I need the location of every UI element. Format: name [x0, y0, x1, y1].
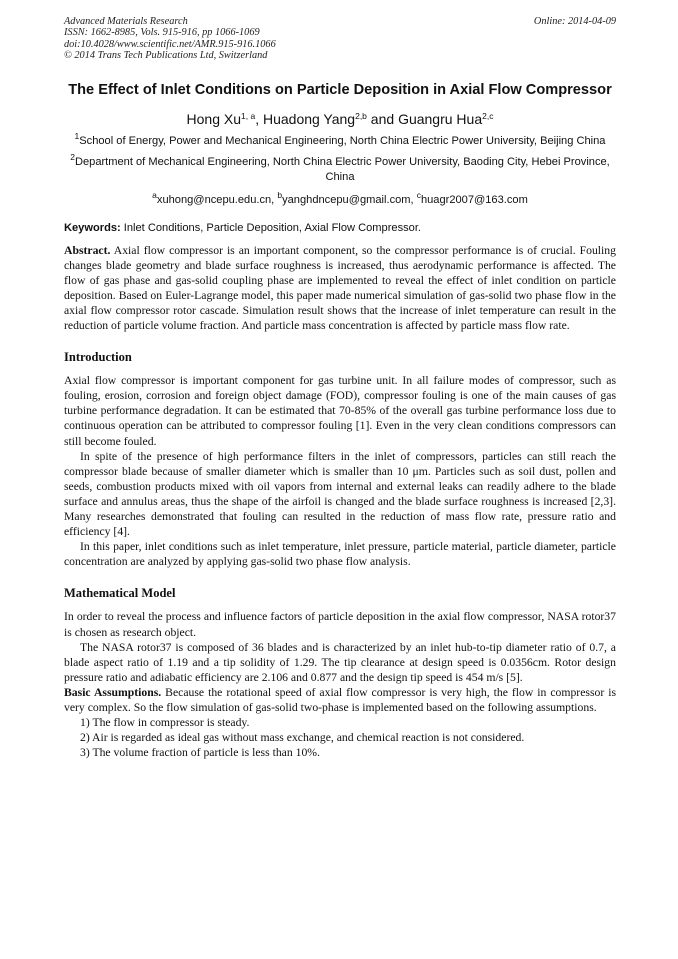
- assumption-item: 3) The volume fraction of particle is less than 10%.: [80, 746, 320, 760]
- paper-title: The Effect of Inlet Conditions on Particle Deposition in Axial Flow Compressor: [68, 81, 612, 98]
- author-superscript: 2,c: [482, 110, 494, 121]
- author-separator: and: [366, 110, 399, 127]
- issn-line: ISSN: 1662-8985, Vols. 915-916, pp 1066-1069: [64, 27, 260, 39]
- section-heading-mathematical-model: Mathematical Model: [64, 586, 176, 601]
- author-superscript: 2,b: [355, 110, 367, 121]
- paper-page: [64, 16, 616, 760]
- intro-paragraph-2: In spite of the presence of high performance filters in the inlet of compressors, particles can still reach the compressor blade because of smaller diameter which is smaller than 10 μm. Particles such as soil dust, pollen and seeds, combustion products mixed with oil vapors from internal and external leaks can readily adhere to the blade surface and annulus areas, thus the shape of the airfoil is changed and the blade surface roughness is increased [2,3]. Many researches demonstrated that fouling can resulted in the reduction of mass flow rate, pressure ratio and efficiency [4].: [64, 449, 616, 539]
- affiliation-2: [64, 151, 616, 185]
- affiliation-text: Department of Mechanical Engineering, North China Electric Power University, Baoding City, Hebei Province, China: [74, 155, 610, 183]
- intro-paragraph-1: Axial flow compressor is important component for gas turbine unit. In all failure modes of compressor, such as fouling, erosion, corrosion and foreign object damage (FOD), compressor fouling is one of the main causes of gas turbine performance degradation. It can be estimated that 70-85% of the overall gas turbine performance loss due to continuous operation can be attributed to compressor fouling [1]. Even in the very clean conditions compressors can still become fouled.: [64, 374, 616, 448]
- email-superscript: a: [152, 189, 157, 200]
- model-paragraph-2: The NASA rotor37 is composed of 36 blades and is characterized by an inlet hub-to-tip diameter ratio of 0.7, a blade aspect ratio of 1.19 and a tip solidity of 1.29. The tip clearance at design speed is 0.0356cm. Rotor design pressure ratio and adiabatic efficiency are 2.106 and 0.877 and the design tip speed is 454 m/s [5].: [64, 640, 616, 684]
- section-heading-introduction: Introduction: [64, 350, 132, 365]
- email-link[interactable]: yanghdncepu@gmail.com,: [282, 193, 417, 206]
- email-list: [64, 189, 616, 208]
- keywords: [64, 221, 616, 236]
- abstract-label: Abstract.: [64, 243, 111, 257]
- abstract-text: Axial flow compressor is an important component, so the compressor performance is of crucial. Fouling changes blade geometry and blade surface roughness is increased, thus aerodynamic performance is affected. The flow of gas phase and gas-solid coupling phase are implemented to reveal the effect of inlet condition on particle deposition. Based on Euler-Lagrange model, this paper made numerical simulation of gas-solid two phase flow in the axial flow compressor rotor cascade. Simulation result shows that the increase of inlet temperature can result in the reduction of particle volume fraction. And particle mass concentration is affected by particle mass flow rate.: [64, 243, 616, 333]
- affiliation-1: [64, 130, 616, 149]
- keywords-label: Keywords:: [64, 221, 121, 234]
- journal-name: Advanced Materials Research: [64, 16, 188, 27]
- email-link[interactable]: huagr2007@163.com: [420, 193, 528, 206]
- author-name: Huadong Yang: [262, 110, 356, 127]
- author-list: [64, 110, 616, 128]
- author-name: Guangru Hua: [398, 110, 483, 127]
- journal-header: [64, 16, 616, 62]
- affiliation-superscript: 2: [70, 151, 75, 162]
- author-name: Hong Xu: [186, 110, 241, 127]
- author-separator: ,: [255, 110, 263, 127]
- assumption-item: 2) Air is regarded as ideal gas without mass exchange, and chemical reaction is not considered.: [80, 731, 525, 745]
- model-paragraph-1: In order to reveal the process and influence factors of particle deposition in the axial flow compressor, NASA rotor37 is chosen as research object.: [64, 610, 616, 639]
- affiliation-text: School of Energy, Power and Mechanical Engineering, North China Electric Power University, Beijing China: [79, 134, 606, 147]
- affiliation-superscript: 1: [74, 130, 80, 141]
- abstract: [64, 243, 616, 334]
- email-link[interactable]: xuhong@ncepu.edu.cn,: [156, 193, 278, 206]
- intro-paragraph-3: In this paper, inlet conditions such as inlet temperature, inlet pressure, particle material, particle diameter, particle concentration are analyzed by applying gas-solid two phase flow analysis.: [64, 540, 616, 569]
- online-date: Online: 2014-04-09: [533, 16, 616, 27]
- assumption-item: 1) The flow in compressor is steady.: [80, 716, 250, 730]
- basic-assumptions-text: Because the rotational speed of axial flow compressor is very high, the flow in compressor is very complex. So the flow simulation of gas-solid two-phase is implemented based on the following assumptions.: [64, 685, 616, 714]
- email-superscript: c: [416, 189, 421, 200]
- email-superscript: b: [277, 189, 283, 200]
- copyright-line: © 2014 Trans Tech Publications Ltd, Switzerland: [64, 50, 268, 62]
- basic-assumptions-paragraph: [64, 685, 616, 715]
- basic-assumptions-label: Basic Assumptions.: [64, 685, 162, 699]
- author-superscript: 1, a: [241, 110, 256, 121]
- keywords-text: Inlet Conditions, Particle Deposition, Axial Flow Compressor.: [120, 221, 421, 234]
- doi-line: doi:10.4028/www.scientific.net/AMR.915-916.1066: [64, 38, 276, 50]
